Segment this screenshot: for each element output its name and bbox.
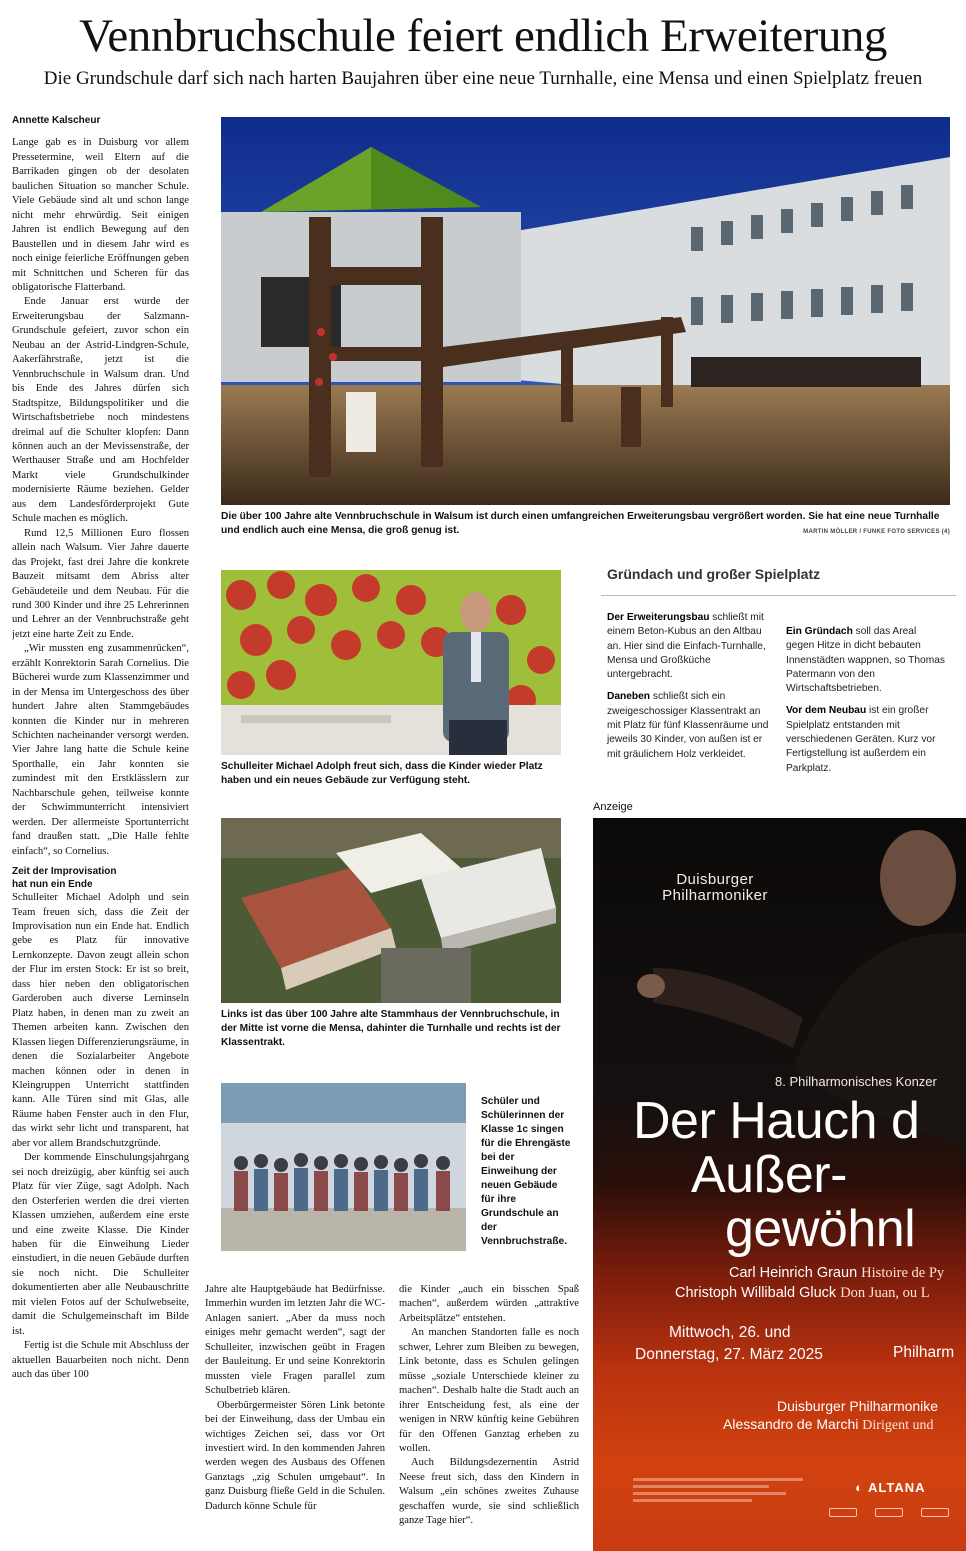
portrait-caption: Schulleiter Michael Adolph freut sich, dass die Kinder wieder Platz haben und ein neues Gebäude zur Verfügung steht. xyxy=(221,761,543,786)
infobox-text: soll das Areal gegen Hitze in dicht bebauten Innenstädten wappnen, so Thomas Patermann von den Wirtschaftsbetrieben. xyxy=(786,626,945,695)
photo-credit: MARTIN MÖLLER / FUNKE FOTO SERVICES (4) xyxy=(803,529,950,535)
ad-date-line: Donnerstag, 27. März 2025 xyxy=(635,1346,823,1363)
infobox-lead: Ein Gründach xyxy=(786,626,853,637)
article-column-3 xyxy=(399,1283,579,1547)
partner-logo xyxy=(829,1508,857,1517)
ad-orchestra-credit: Duisburger Philharmonike xyxy=(777,1398,939,1414)
ad-title-line: gewöhnl xyxy=(725,1200,916,1258)
ad-partner-logos xyxy=(829,1508,949,1517)
ad-composer: Christoph Willibald Gluck xyxy=(675,1285,841,1301)
aerial-illustration xyxy=(221,818,561,1003)
concert-advertisement[interactable] xyxy=(593,818,966,1551)
caption-text: Die über 100 Jahre alte Vennbruchschule in Walsum ist durch einen umfangreichen Erweiterungsbau vergrößert worden. Sie hat eine neue Turnhalle und endlich auch eine Mensa, die groß genug ist. xyxy=(221,511,940,536)
ad-conductor-role: Dirigent und xyxy=(862,1418,934,1433)
infobox-item xyxy=(786,625,946,696)
portrait-photo xyxy=(221,570,561,755)
ad-program-1 xyxy=(729,1265,944,1282)
subheading-line: hat nun ein Ende xyxy=(12,879,93,891)
ad-composer: Carl Heinrich Graun xyxy=(729,1265,862,1281)
ad-orchestra-line: Duisburger xyxy=(676,871,754,888)
playground-illustration xyxy=(221,117,950,505)
infobox-column-2 xyxy=(786,625,946,784)
infobox-divider xyxy=(601,595,956,596)
infobox-item xyxy=(607,611,772,682)
infobox-lead: Vor dem Neubau xyxy=(786,705,867,717)
infobox-lead: Daneben xyxy=(607,691,651,703)
subheading-line: Zeit der Improvisation xyxy=(12,866,117,878)
ad-conductor xyxy=(723,1416,933,1434)
subheadline: Die Grundschule darf sich nach harten Baujahren über eine neue Turnhalle, eine Mensa und einen Spielplatz freuen xyxy=(43,68,923,89)
paragraph: Schulleiter Michael Adolph und sein Team freuen sich, dass die Zeit der Improvisation nun ein Ende hat. Endlich gebe es Platz für innovative Lernkonzepte. Davon zeugt allein schon der Flur im ersten Stock: Er ist so breit, dass hier neben den obligatorischen Garderoben auch diverse Lerninseln Platz haben, in denen man zu zweit an Themen arbeiten kann. Zwischen den Klassen liegen Differenzierungsräume, in denen die Sozialarbeiter Angebote machen können oder in denen in Kleingruppen Unterricht stattfinden kann. Alle Türen sind mit Glas, alle Räume haben Fenster auch in den Flur, das wirkt sehr licht und transparent, hat aber vor allem Brandschutzgründe. xyxy=(12,892,189,1149)
infobox-text: schließt mit einem Beton-Kubus an den Altbau an. Hier sind die Einfach-Turnhalle, Mensa und Großküche untergebracht. xyxy=(607,612,766,681)
paragraph: Fertig ist die Schule mit Abschluss der aktuellen Bauarbeiten noch nicht. Denn auch das über 100 xyxy=(12,1340,189,1381)
infobox-item xyxy=(786,704,946,775)
headline: Vennbruchschule feiert endlich Erweiterung xyxy=(79,10,887,62)
ad-venue: Philharm xyxy=(893,1344,955,1361)
infobox-column-1 xyxy=(607,611,772,770)
ad-work: Histoire de Py xyxy=(861,1265,945,1281)
paragraph: Auch Bildungsdezernentin Astrid Neese freut sich, dass den Kindern in Walsum „ein schönes zweites Zuhause geschaffen wurde, sie sind schließlich ganze Tage hier“. xyxy=(399,1457,579,1527)
ad-date-line: Mittwoch, 26. und xyxy=(669,1324,791,1341)
ad-orchestra-name xyxy=(635,872,795,904)
ad-label: Anzeige xyxy=(593,801,633,813)
ad-sponsor-logo: ◐ ALTANA xyxy=(855,1480,926,1495)
portrait-illustration xyxy=(221,570,561,755)
infobox-text: ist ein großer Spielplatz entstanden mit verschiedenen Geräten. Kurz vor Fertigstellung ist außerdem ein Parkplatz. xyxy=(786,705,936,774)
ad-concert-series: 8. Philharmonisches Konzer xyxy=(775,1074,937,1089)
ad-dates xyxy=(635,1322,823,1366)
paragraph: Jahre alte Hauptgebäude hat Bedürfnisse. Immerhin wurden im letzten Jahr die WC-Anlagen saniert. „Aber da muss noch einiges mehr gemacht werden“, sagt der Schulleiter, inzwischen geübt in Fragen der Bauleitung. Er und seine Konrektorin mussten viele Fragen parallel zum Schulbetrieb klären. xyxy=(205,1284,385,1397)
partner-logo xyxy=(875,1508,903,1517)
paragraph: die Kinder „auch ein bisschen Spaß machen“, außerdem würden „attraktive Arbeitsplätze“ entstehen. xyxy=(399,1284,579,1324)
ad-title-line: Außer- xyxy=(691,1146,847,1204)
paragraph: An manchen Standorten falle es noch schwer, Lehrer zum Bleiben zu bewegen, Link betonte, dass es Schulen gelingen müsse „soziale Unterschiede kleiner zu machen“. Deshalb halte die Stadt auch an ihrer Entscheidung fest, als eine der wenigen in NRW künftig keine Gebühren für den Offenen Ganztag erheben zu wollen. xyxy=(399,1327,579,1454)
aerial-caption: Links ist das über 100 Jahre alte Stammhaus der Vennbruchschule, in der Mitte ist vorne die Mensa, dahinter die Turnhalle und rechts ist der Klassentrakt. xyxy=(221,1009,561,1048)
main-photo-caption xyxy=(221,510,950,538)
children-caption: Schüler und Schülerinnen der Klasse 1c singen für die Ehrengäste bei der Einweihung der neuen Gebäude für ihre Grundschule an der Vennbruchstraße. xyxy=(481,1096,571,1247)
children-photo xyxy=(221,1083,466,1251)
ad-work: Don Juan, ou L xyxy=(840,1285,930,1301)
subheading xyxy=(12,865,189,891)
ad-sponsor-name: ALTANA xyxy=(867,1480,926,1495)
paragraph: Lange gab es in Duisburg vor allem Pressetermine, weil Eltern auf die Barrikaden gingen ob der desolaten baulichen Situation so mancher Schule. Viele Gebäude sind alt und schon lange nicht mehr ehrwürdig. Seit einigen Jahren ist endlich Bewegung auf den Baustellen und in diesem Jahr wird es noch einige feierliche Eröffnungen geben mit Schnittchen und Scheren für das obligatorische Flatterband. xyxy=(12,137,189,293)
ad-fine-print xyxy=(633,1478,803,1502)
infobox-item xyxy=(607,690,772,761)
ad-orchestra-line: Philharmoniker xyxy=(662,887,768,904)
partner-logo xyxy=(921,1508,949,1517)
ad-title-line: Der Hauch d xyxy=(633,1092,920,1150)
paragraph: Der kommende Einschulungsjahrgang sei noch dreizügig, aber künftig sei auch Platz für vier Züge, sagt Adolph. Nach den Osterferien werden die drei vierten Klassen umziehen, außerdem eine erste und eine zweite Klasse. Die Kinder haben für die Einweihung Lieder einstudiert, in die neuen Gebäude durften sie noch nicht. Die Schulleiter dokumentierten aber alle Neubauschritte mit vielen Fotos auf der Schulwebseite, damit die Schulgemeinschaft im Bilde ist. xyxy=(12,1152,189,1337)
article-column-2 xyxy=(205,1283,385,1547)
author-byline: Annette Kalscheur xyxy=(12,115,101,126)
infobox-lead: Der Erweiterungsbau xyxy=(607,612,710,623)
article-column-1 xyxy=(12,114,189,1547)
ad-conductor-name: Alessandro de Marchi xyxy=(723,1416,863,1432)
ad-title xyxy=(633,1094,966,1256)
infobox-text: schließt sich ein zweigeschossiger Klassentrakt an mit Platz für fünf Klassenräume und jeweils 30 Kinder, von außen ist er mit gräulichem Holz verkleidet. xyxy=(607,691,769,760)
main-photo-playground xyxy=(221,117,950,505)
paragraph: „Wir mussten eng zusammenrücken“, erzählt Konrektorin Sarah Cornelius. Die Bücherei wurde zum Klassenzimmer und in der Mensa im Untergeschoss des über hundert Jahre alten Stammgebäudes konnten die Kinder nur in mehreren Schichten nacheinander versorgt werden. Vier Jahre lang hatte die Schule keine Sporthalle, ein Jahr konnten sie zumindest mit den Erstklässlern zur Nachbarschule gehen, teilweise konnte der Schwimmunterricht intensiviert werden. Der allermeiste Sportunterricht fand draußen statt. „Die Halle fehlte einfach“, so Cornelius. xyxy=(12,643,189,857)
children-illustration xyxy=(221,1083,466,1251)
paragraph: Oberbürgermeister Sören Link betonte bei der Einweihung, dass der Umbau ein wichtiges Zeichen sei, dass vor Ort investiert wird. In den kommenden Jahren werden wegen des Ausbaus des Offenen Ganztags „zig Schulen umgebaut“. In ganz Duisburg fließe Geld in die Schulen. Dadurch könne Schule für xyxy=(205,1399,385,1512)
infobox-title: Gründach und großer Spielplatz xyxy=(607,566,821,582)
aerial-photo xyxy=(221,818,561,1003)
ad-program-2 xyxy=(675,1285,930,1302)
paragraph: Rund 12,5 Millionen Euro flossen allein nach Walsum. Vier Jahre dauerte das Projekt, fast drei Jahre die konkrete Bauzeit mitsamt dem Abriss alter Gebäudeteile und dem Neubau. Für die rund 300 Kinder und ihre 25 Lehrerinnen und Lehrer an der Vennbruchstraße geht jetzt eine harte Zeit zu Ende. xyxy=(12,527,189,640)
paragraph: Ende Januar erst wurde der Erweiterungsbau der Salzmann-Grundschule gefeiert, zuvor schon ein Neubau an der Astrid-Lindgren-Schule, Aakerfährstraße, jetzt ist die Vennbruchschule in Walsum dran. Und bis Ende des Jahres dürfen sich Stadtspitze, Bildungspolitiker und die Wirtschaftsbetriebe noch mindestens dreimal auf die Schulter klopfen: Dann können auch an der Mevissenstraße, der Werthauser Straße und am Hochfelder Markt viele Grundschulkinder modernisierte Räume beziehen. Gelder aus dem Landesförderprojekt Gute Schule machen es möglich. xyxy=(12,296,189,525)
